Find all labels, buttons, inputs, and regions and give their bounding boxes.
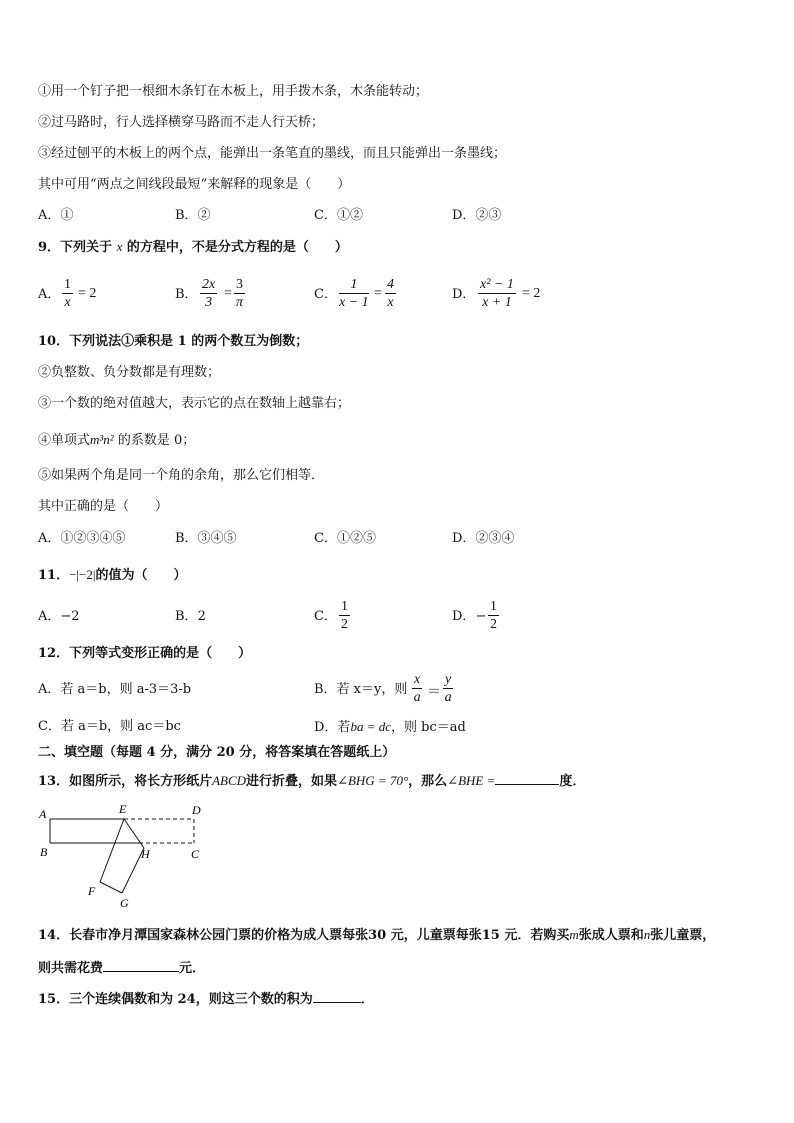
question-12-stem: 12．下列等式变形正确的是（ ） xyxy=(38,646,252,661)
statement-3: ③经过刨平的木板上的两个点，能弹出一条笔直的墨线，而且只能弹出一条墨线； xyxy=(38,146,507,161)
label-d: D xyxy=(192,803,201,817)
q8-option-b: B．② xyxy=(175,208,211,223)
q11-option-b: B．2 xyxy=(175,609,206,624)
q9-d-fraction: $\frac{\text{x² − 1}}{x + 1}$ xyxy=(480,277,514,310)
question-14-line-2: 则共需花费 元． xyxy=(38,957,205,978)
label-a: A xyxy=(39,807,47,821)
q9-option-c-label: C． xyxy=(314,287,337,302)
q13-fold-figure xyxy=(36,800,216,912)
q9-c-fraction-2: $\frac{4}{x}$ xyxy=(387,277,394,310)
q10-statement-3: ③一个数的绝对值越大，表示它的点在数轴上越靠右； xyxy=(38,396,351,411)
q8-option-a: A．① xyxy=(38,208,74,223)
label-c: C xyxy=(191,847,200,861)
question-14-stem: 14．长春市净月潭国家森林公园门票的价格为成人票每张30 元，儿童票每张15 元．若购买m张成人票和n张儿童票， xyxy=(38,927,716,943)
q9-d-rhs: = 2 xyxy=(522,286,541,301)
q12-b-eq: ＝ xyxy=(427,685,441,700)
q9-a-fraction: $\frac{1}{x}$ xyxy=(64,277,71,310)
edge-eh-fold xyxy=(124,819,144,848)
label-f: F xyxy=(88,884,96,898)
q10-option-d: D．②③④ xyxy=(452,531,515,546)
q11-d-fraction: $\frac{1}{2}$ xyxy=(490,599,497,632)
q9-option-a-label: A． xyxy=(38,287,61,302)
q12-b-fraction-1: $\frac{x}{a}$ xyxy=(413,672,421,705)
q9-b-eq: = xyxy=(224,286,232,301)
statement-1: ①用一个钉子把一根细木条钉在木板上，用手拨木条，木条能转动； xyxy=(38,84,429,99)
question-10-stem: 10．下列说法①乘积是 1 的两个数互为倒数； xyxy=(38,334,309,349)
q11-option-c-label: C． xyxy=(314,609,337,624)
q11-option-d-label: D．− xyxy=(452,609,487,624)
q15-answer-blank[interactable] xyxy=(313,988,361,1003)
edge-ef xyxy=(100,819,124,882)
q8-option-d: D．②③ xyxy=(452,208,502,223)
q9-option-b-label: B． xyxy=(175,287,198,302)
q10-option-a: A．①②③④⑤ xyxy=(38,531,126,546)
q10-option-c: C．①②⑤ xyxy=(314,531,376,546)
q9-c-eq: = xyxy=(374,286,382,301)
q12-option-a: A．若 a＝b，则 a-3＝3-b xyxy=(38,682,192,697)
q10-statement-5: ⑤如果两个角是同一个角的余角，那么它们相等． xyxy=(38,468,325,483)
statement-2: ②过马路时，行人选择横穿马路而不走人行天桥； xyxy=(38,115,325,130)
q9-c-fraction-1: $\frac{1}{x - 1}$ xyxy=(339,277,369,310)
q12-option-b-text: B．若 x＝y，则 xyxy=(314,682,408,697)
q12-option-d: D．若ba = dc，则 bc＝ad xyxy=(314,719,466,735)
q11-option-a: A．−2 xyxy=(38,609,80,624)
question-13-stem: 13．如图所示，将长方形纸片ABCD进行折叠，如果∠BHG = 70°，那么∠BHE = 度． xyxy=(38,770,585,791)
section-2-title: 二、填空题（每题 4 分，满分 20 分，将答案填在答题纸上） xyxy=(38,745,396,760)
question-11-stem: 11．−|−2|的值为（ ） xyxy=(38,567,187,583)
q10-statement-4: ④单项式m³n² 的系数是 0； xyxy=(38,432,196,448)
q14-answer-blank[interactable] xyxy=(103,957,179,972)
q12-option-c: C．若 a＝b，则 ac＝bc xyxy=(38,719,181,734)
q9-option-d-label: D． xyxy=(452,287,476,302)
q9-b-fraction-2: $\frac{3}{\pi}$ xyxy=(235,277,243,310)
label-g: G xyxy=(120,896,129,910)
question-15-stem: 15．三个连续偶数和为 24，则这三个数的积为 ． xyxy=(38,988,374,1009)
q9-a-rhs: = 2 xyxy=(78,286,97,301)
q9-b-fraction-1: $\frac{2x}{3}$ xyxy=(202,277,216,310)
q12-b-fraction-2: $\frac{y}{a}$ xyxy=(444,672,452,705)
q11-c-fraction: $\frac{1}{2}$ xyxy=(341,599,348,632)
q8-option-c: C．①② xyxy=(314,208,363,223)
q10-option-b: B．③④⑤ xyxy=(175,531,237,546)
label-e: E xyxy=(119,802,127,816)
q10-statement-2: ②负整数、负分数都是有理数； xyxy=(38,365,221,380)
q13-answer-blank[interactable] xyxy=(495,770,559,785)
edge-fg xyxy=(100,882,122,893)
label-b: B xyxy=(40,845,48,859)
question-9-stem: 9．下列关于 x 的方程中，不是分式方程的是（ ） xyxy=(38,239,348,255)
label-h: H xyxy=(141,847,150,861)
question-8-ask: 其中可用“两点之间线段最短”来解释的现象是（ ） xyxy=(38,177,351,192)
q10-ask: 其中正确的是（ ） xyxy=(38,499,169,514)
